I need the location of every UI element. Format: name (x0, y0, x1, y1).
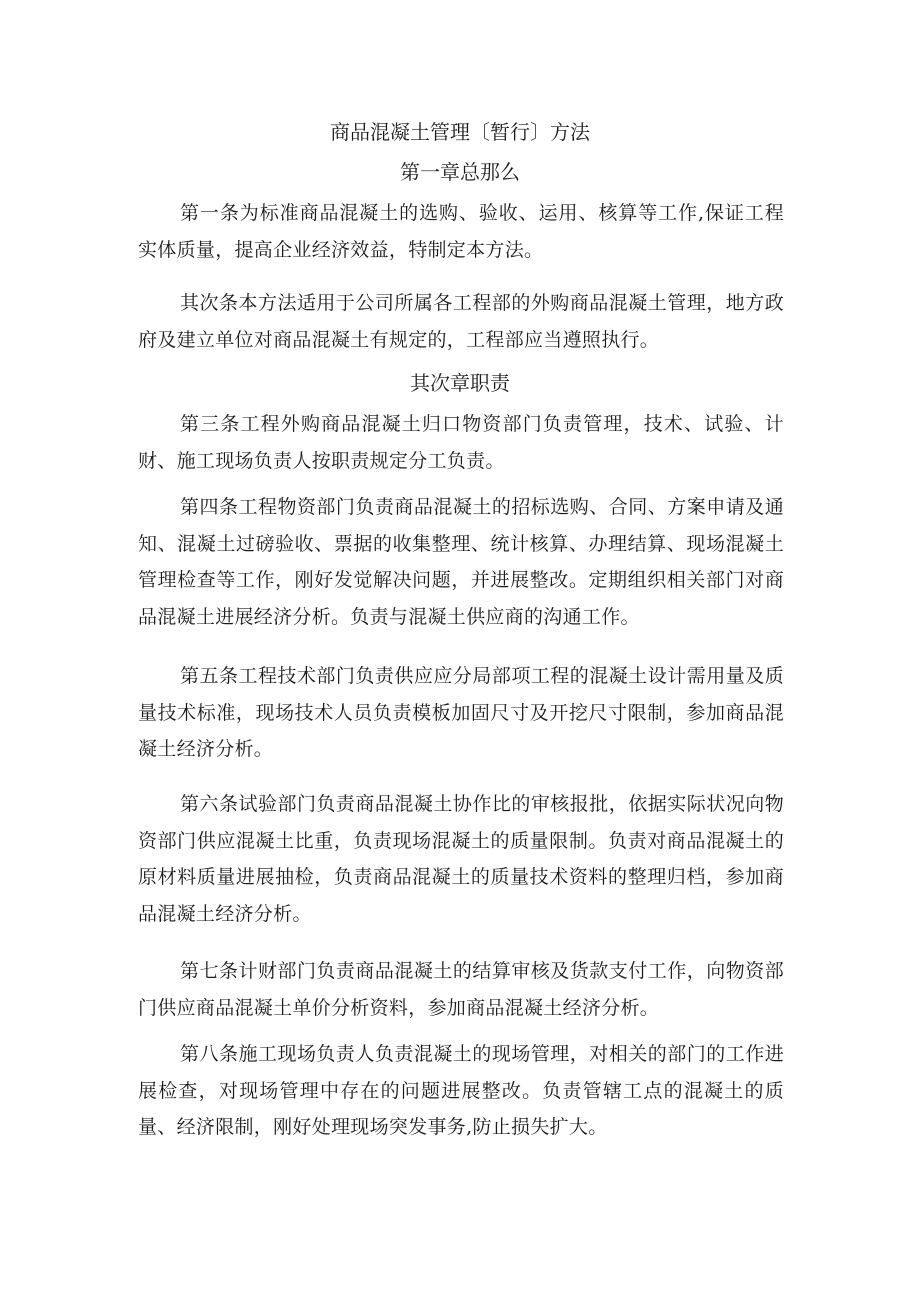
article-paragraph: 第八条施工现场负责人负责混凝土的现场管理，对相关的部门的工作进展检查，对现场管理中存在的问题进展整改。负责管辖工点的混凝土的质量、经济限制，刚好处理现场突发事务,防止损失扩大。 (138, 1043, 784, 1138)
article-paragraph: 第四条工程物资部门负责商品混凝土的招标选购、合同、方案申请及通知、混凝土过磅验收、票据的收集整理、统计核算、办理结算、现场混凝土管理检查等工作，刚好发觉解决问题，并进展整改。定期组织相关部门对商品混凝土进展经济分析。负责与混凝土供应商的沟通工作。 (138, 496, 784, 628)
article-paragraph: 第五条工程技术部门负责供应应分局部项工程的混凝土设计需用量及质量技术标准，现场技术人员负责模板加固尺寸及开挖尺寸限制，参加商品混凝土经济分析。 (138, 665, 784, 760)
article-paragraph: 第一条为标准商品混凝土的选购、验收、运用、核算等工作,保证工程实体质量，提高企业经济效益，特制定本方法。 (138, 202, 784, 261)
article-paragraph: 第三条工程外购商品混凝土归口物资部门负责管理，技术、试验、计财、施工现场负责人按职责规定分工负责。 (138, 413, 784, 472)
article-paragraph: 其次条本方法适用于公司所属各工程部的外购商品混凝土管理，地方政府及建立单位对商品混凝土有规定的，工程部应当遵照执行。 (138, 292, 784, 351)
chapter-heading-2: 其次章职责 (410, 371, 510, 395)
article-paragraph: 第六条试验部门负责商品混凝土协作比的审核报批，依据实际状况向物资部门供应混凝土比重，负责现场混凝土的质量限制。负责对商品混凝土的原材料质量进展抽检，负责商品混凝土的质量技术资料的整理归档，参加商品混凝土经济分析。 (138, 793, 784, 925)
article-paragraph: 第七条计财部门负责商品混凝土的结算审核及货款支付工作，向物资部门供应商品混凝土单价分析资料，参加商品混凝土经济分析。 (138, 960, 784, 1019)
document-title: 商品混凝土管理〔暂行〕方法 (330, 120, 590, 144)
chapter-heading-1: 第一章总那么 (400, 160, 520, 184)
